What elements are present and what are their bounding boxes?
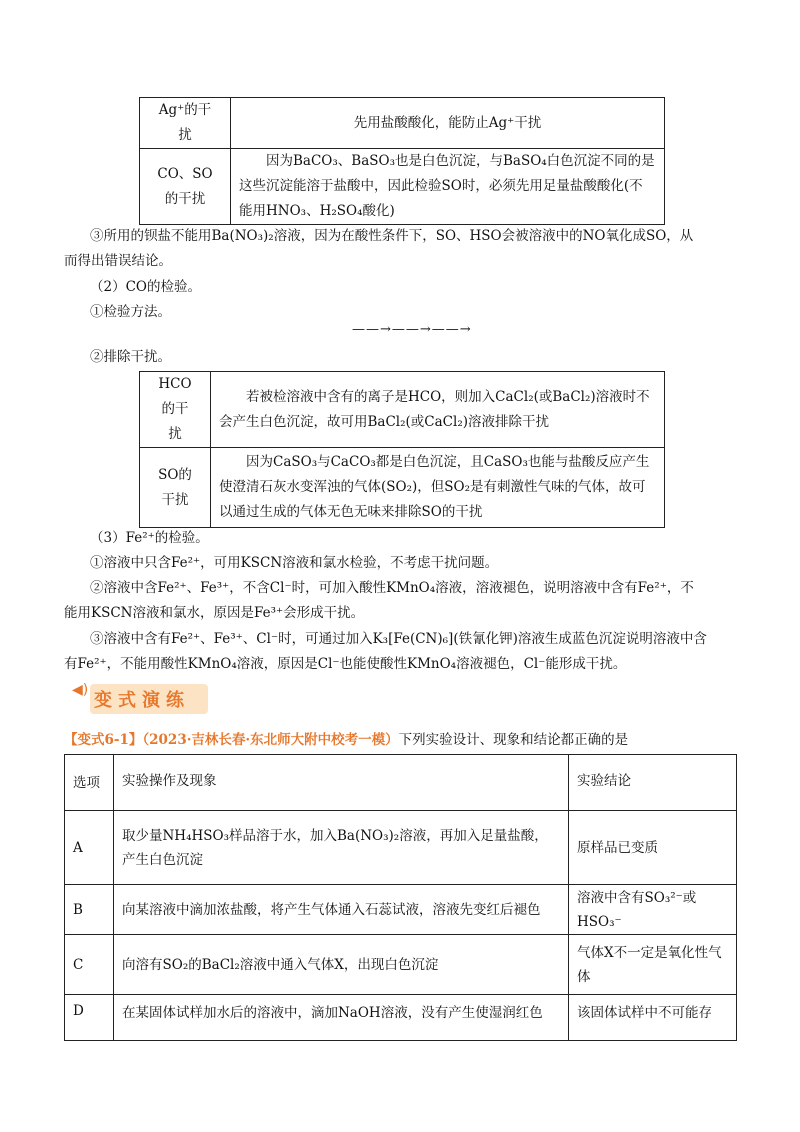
interference-table-sulfate xyxy=(139,97,665,225)
option-label: D xyxy=(65,995,114,1041)
operation-cell: 向某溶液中滴加浓盐酸，将产生气体通入石蕊试液，溶液先变红后褪色 xyxy=(114,885,569,935)
table-row xyxy=(65,811,737,885)
question-tag: 【变式6-1】（2023·吉林长春·东北师大附中校考一模） xyxy=(64,732,399,748)
question-heading xyxy=(64,728,628,748)
paragraph: 能用KSCN溶液和氯水，原因是Fe³⁺会形成干扰。 xyxy=(64,605,365,621)
table-row xyxy=(65,935,737,995)
section-banner xyxy=(72,678,212,720)
table-header: 选项 xyxy=(65,755,114,811)
option-label: A xyxy=(65,811,114,885)
interference-table-carbonate xyxy=(139,371,665,528)
table-row xyxy=(65,995,737,1041)
table-cell-desc: 若被检溶液中含有的离子是HCO，则加入CaCl₂(或BaCl₂)溶液时不会产生白色沉淀，故可用BaCl₂(或CaCl₂)溶液排除干扰 xyxy=(211,372,665,448)
paragraph: （2）CO的检验。 xyxy=(90,279,201,295)
conclusion-cell: 溶液中含有SO₃²⁻或HSO₃⁻ xyxy=(569,885,737,935)
table-cell-label: SO的干扰 xyxy=(140,448,211,528)
paragraph: 而得出错误结论。 xyxy=(64,253,172,269)
table-header: 实验结论 xyxy=(569,755,737,811)
experiment-table xyxy=(64,754,737,1041)
operation-cell: 取少量NH₄HSO₃样品溶于水，加入Ba(NO₃)₂溶液，再加入足量盐酸，产生白色沉淀 xyxy=(114,811,569,885)
paragraph: ③溶液中含有Fe²⁺、Fe³⁺、Cl⁻时，可通过加入K₃[Fe(CN)₆](铁氰化钾)溶液生成蓝色沉淀说明溶液中含 xyxy=(90,631,707,647)
operation-cell: 在某固体试样加水后的溶液中，滴加NaOH溶液，没有产生使湿润红色 xyxy=(114,995,569,1041)
conclusion-cell: 气体X不一定是氧化性气体 xyxy=(569,935,737,995)
paragraph: ①溶液中只含Fe²⁺，可用KSCN溶液和氯水检验，不考虑干扰问题。 xyxy=(90,555,499,571)
conclusion-cell: 该固体试样中不可能存 xyxy=(569,995,737,1041)
paragraph: 有Fe²⁺，不能用酸性KMnO₄溶液，原因是Cl⁻也能使酸性KMnO₄溶液褪色，Cl⁻能形成干扰。 xyxy=(64,656,627,672)
table-cell-label: HCO的干扰 xyxy=(140,372,211,448)
speaker-icon: ◀) xyxy=(72,682,89,698)
paragraph: （3）Fe²⁺的检验。 xyxy=(90,530,209,546)
table-row xyxy=(65,885,737,935)
table-header-row xyxy=(65,755,737,811)
paragraph: ②排除干扰。 xyxy=(90,349,171,365)
table-header: 实验操作及现象 xyxy=(114,755,569,811)
paragraph: ①检验方法。 xyxy=(90,304,171,320)
banner-title: 变式演练 xyxy=(94,690,190,711)
table-cell-desc: 先用盐酸酸化，能防止Ag⁺干扰 xyxy=(231,98,665,149)
operation-cell: 向溶有SO₂的BaCl₂溶液中通入气体X，出现白色沉淀 xyxy=(114,935,569,995)
paragraph: ②溶液中含Fe²⁺、Fe³⁺，不含Cl⁻时，可加入酸性KMnO₄溶液，溶液褪色，说明溶液中含有Fe²⁺，不 xyxy=(90,580,694,596)
question-stem: 下列实验设计、现象和结论都正确的是 xyxy=(398,732,629,748)
table-cell-desc: 因为CaSO₃与CaCO₃都是白色沉淀，且CaSO₃也能与盐酸反应产生使澄清石灰水变浑浊的气体(SO₂)，但SO₂是有刺激性气味的气体，故可以通过生成的气体无色无味来排除SO的干扰 xyxy=(211,448,665,528)
table-cell-label: Ag⁺的干扰 xyxy=(140,98,231,149)
table-cell-label: CO、SO的干扰 xyxy=(140,149,231,225)
option-label: B xyxy=(65,885,114,935)
table-cell-desc: 因为BaCO₃、BaSO₃也是白色沉淀，与BaSO₄白色沉淀不同的是这些沉淀能溶于盐酸中，因此检验SO时，必须先用足量盐酸酸化(不能用HNO₃、H₂SO₄酸化) xyxy=(231,149,665,225)
paragraph: ③所用的钡盐不能用Ba(NO₃)₂溶液，因为在酸性条件下，SO、HSO会被溶液中的NO氧化成SO，从 xyxy=(90,228,694,244)
conclusion-cell: 原样品已变质 xyxy=(569,811,737,885)
option-label: C xyxy=(65,935,114,995)
flow-arrows: ——→——→——→ xyxy=(352,322,472,337)
